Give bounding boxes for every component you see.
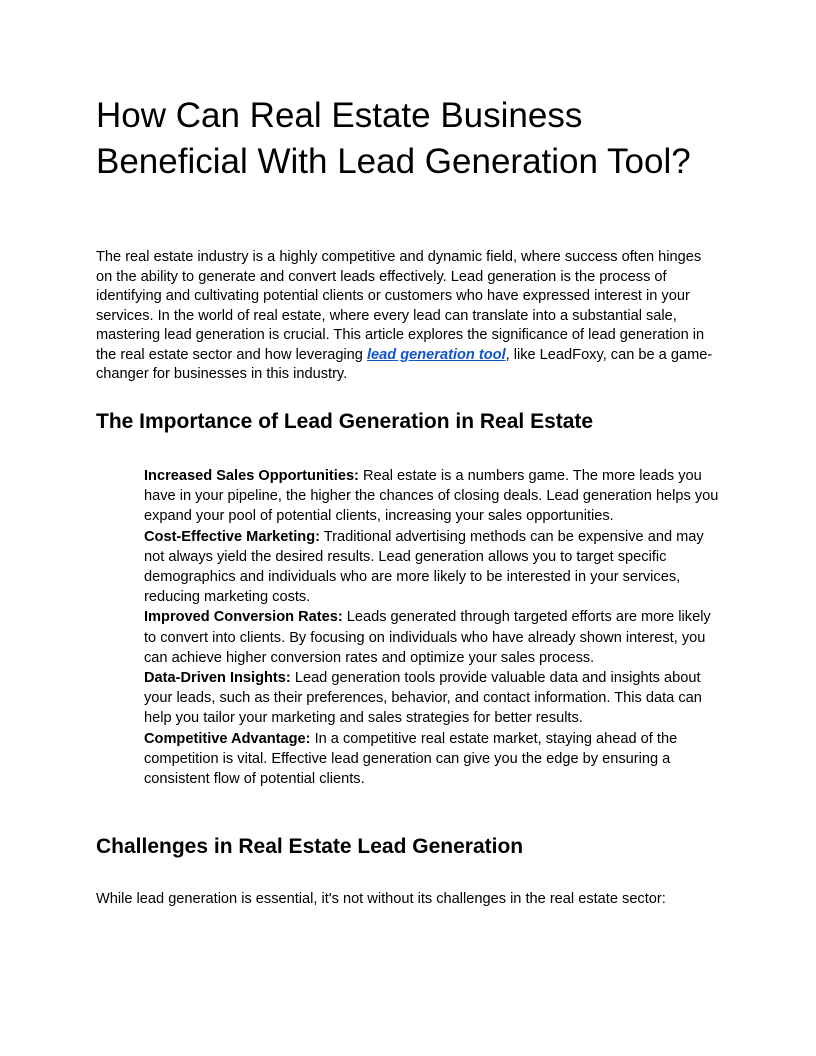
benefit-term: Data-Driven Insights: <box>144 670 291 687</box>
intro-text-after-link: , like LeadFoxy, can be a game-changer for businesses in this industry. <box>96 346 713 382</box>
benefits-list <box>144 466 720 789</box>
benefit-item <box>144 607 720 668</box>
benefit-text: Leads generated through targeted efforts are more likely to convert into clients. By focusing on individuals who have already shown interest, you can achieve higher conversion rates and optimize your sales process. <box>144 609 711 666</box>
importance-heading: The Importance of Lead Generation in Real Estate <box>96 410 594 433</box>
intro-text-before-link: The real estate industry is a highly competitive and dynamic field, where success often hinges on the ability to generate and convert leads effectively. Lead generation is the process of identifying and cultivating potential clients or customers who have expressed interest in your services. In the world of real estate, where every lead can translate into a substantial sale, mastering lead generation is crucial. This article explores the significance of lead generation in the real estate sector and how leveraging <box>96 249 705 363</box>
benefit-term: Improved Conversion Rates: <box>144 609 343 626</box>
benefit-term: Increased Sales Opportunities: <box>144 468 359 484</box>
benefit-item <box>144 466 720 527</box>
benefit-text: Lead generation tools provide valuable data and insights about your leads, such as their preferences, behavior, and contact information. This data can help you tailor your marketing and sales strategies for better results. <box>144 670 702 727</box>
benefit-text: Real estate is a numbers game. The more leads you have in your pipeline, the higher the chances of closing deals. Lead generation helps you expand your pool of potential clients, increasing your sales opportunities. <box>144 468 719 525</box>
intro-paragraph <box>96 248 720 385</box>
challenges-heading: Challenges in Real Estate Lead Generation <box>96 835 524 858</box>
benefit-item <box>144 527 720 608</box>
benefit-term: Competitive Advantage: <box>144 730 311 747</box>
benefit-text: In a competitive real estate market, staying ahead of the competition is vital. Effective lead generation can give you the edge by ensuring a consistent flow of potential clients. <box>144 730 678 788</box>
benefit-item <box>144 729 720 790</box>
lead-generation-tool-link[interactable]: lead generation tool <box>366 346 506 363</box>
benefit-term: Cost-Effective Marketing: <box>144 528 320 545</box>
page-title: How Can Real Estate Business Beneficial With Lead Generation Tool? <box>96 96 691 181</box>
benefit-text: Traditional advertising methods can be expensive and may not always yield the desired results. Lead generation allows you to target specific demographics and individuals who are more likely to be interested in your services, reducing marketing costs. <box>144 528 704 606</box>
challenges-intro: While lead generation is essential, it's not without its challenges in the real estate sector: <box>96 891 666 907</box>
benefit-item <box>144 668 720 729</box>
